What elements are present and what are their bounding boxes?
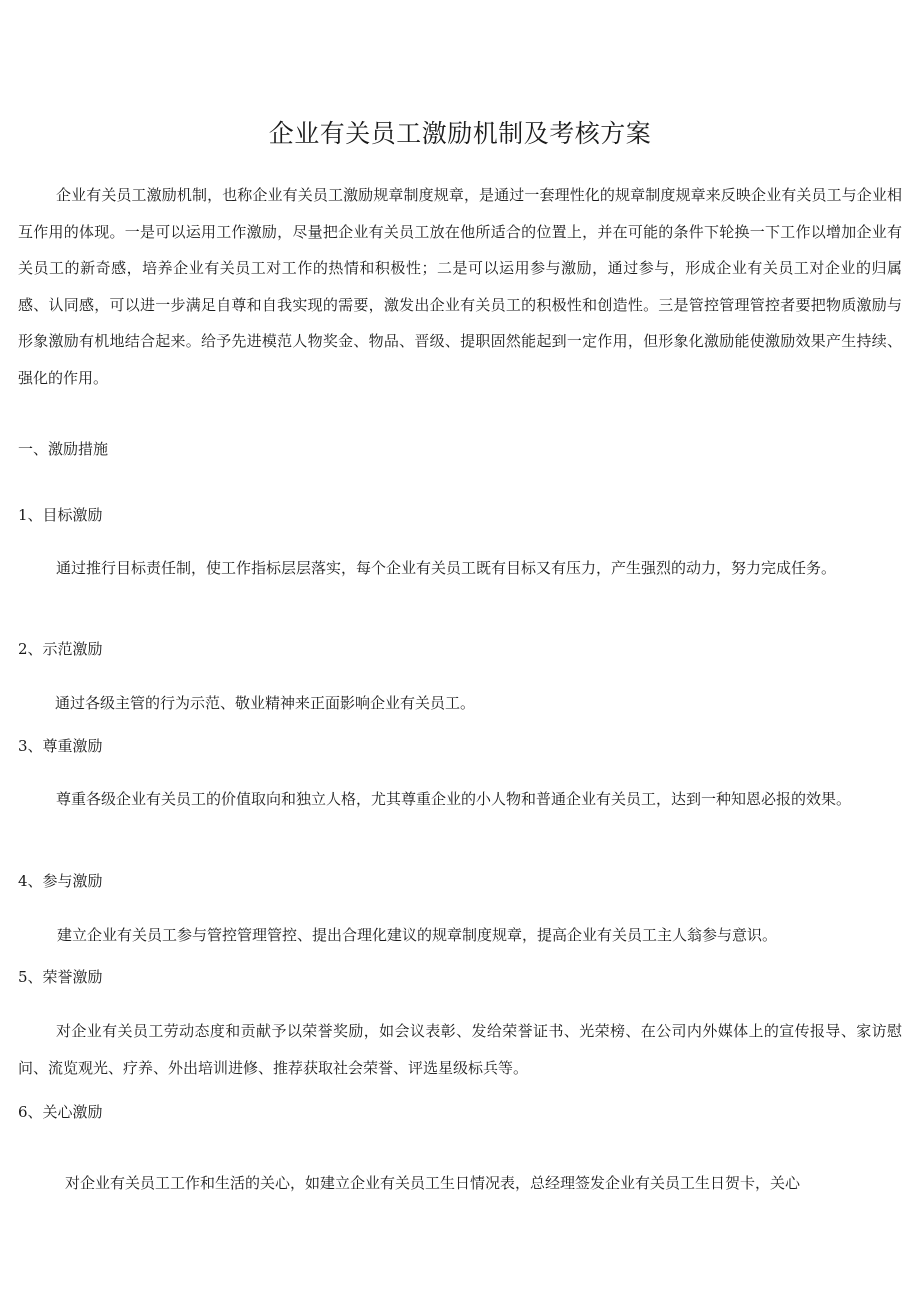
item-heading-2: 2、示范激励 (18, 640, 103, 658)
item-heading-5: 5、荣誉激励 (18, 968, 103, 986)
item-text-3: 尊重各级企业有关员工的价值取向和独立人格，尤其尊重企业的小人物和普通企业有关员工，达到一种知恩必报的效果。 (56, 790, 852, 808)
item-text-2: 通过各级主管的行为示范、敬业精神来正面影响企业有关员工。 (55, 694, 476, 712)
section-heading: 一、激励措施 (18, 440, 109, 458)
item-heading-3: 3、尊重激励 (18, 737, 103, 755)
item-text-5: 对企业有关员工劳动态度和贡献予以荣誉奖励，如会议表彰、发给荣誉证书、光荣榜、在公司内外媒体上的宣传报导、家访慰问、流览观光、疗养、外出培训进修、推荐获取社会荣誉、评选星级标兵等。 (18, 1022, 902, 1077)
document-title: 企业有关员工激励机制及考核方案 (268, 119, 652, 148)
intro-paragraph: 企业有关员工激励机制，也称企业有关员工激励规章制度规章，是通过一套理性化的规章制度规章来反映企业有关员工与企业相互作用的体现。一是可以运用工作激励，尽量把企业有关员工放在他所适合的位置上，并在可能的条件下轮换一下工作以增加企业有关员工的新奇感，培养企业有关员工对工作的热情和积极性；二是可以运用参与激励，通过参与，形成企业有关员工对企业的归属感、认同感，可以进一步满足自尊和自我实现的需要，激发出企业有关员工的积极性和创造性。三是管控管理管控者要把物质激励与形象激励有机地结合起来。给予先进模范人物奖金、物品、晋级、提职固然能起到一定作用，但形象化激励能使激励效果产生持续、强化的作用。 (18, 186, 902, 387)
item-text-6: 对企业有关员工工作和生活的关心，如建立企业有关员工生日情况表，总经理签发企业有关员工生日贺卡，关心 (65, 1174, 801, 1192)
item-heading-1: 1、目标激励 (18, 506, 103, 524)
item-heading-6: 6、关心激励 (18, 1103, 103, 1121)
item-text-4: 建立企业有关员工参与管控管理管控、提出合理化建议的规章制度规章，提高企业有关员工主人翁参与意识。 (57, 926, 778, 944)
item-heading-4: 4、参与激励 (18, 872, 103, 890)
item-text-1: 通过推行目标责任制，使工作指标层层落实，每个企业有关员工既有目标又有压力，产生强烈的动力，努力完成任务。 (56, 559, 837, 577)
